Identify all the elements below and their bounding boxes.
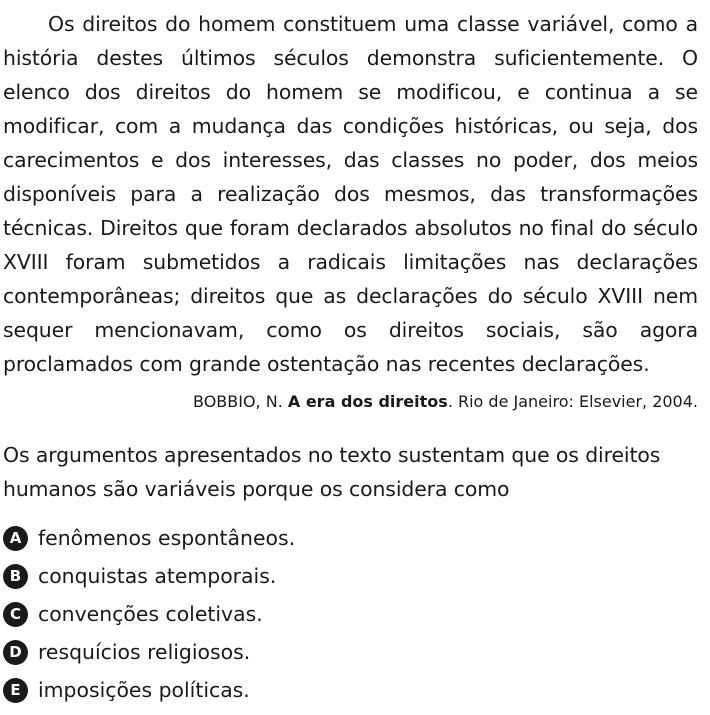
question-stem: Os argumentos apresentados no texto sustentam que os direitos humanos são variáveis porque os considera como: [3, 443, 661, 501]
option-d-letter-badge: D: [3, 640, 28, 665]
answer-options: [3, 519, 698, 709]
option-a-letter-badge: A: [3, 526, 28, 551]
option-a-text: fenômenos espontâneos.: [38, 526, 296, 550]
passage-text: Os direitos do homem constituem uma classe variável, como a história destes últimos séculos demonstra suficientemente. O elenco dos direitos do homem se modificou, e continua a se modificar, com a mudança das condições históricas, ou seja, dos carecimentos e dos interesses, das classes no poder, dos meios disponíveis para a realização dos mesmos, das transformações técnicas. Direitos que foram declarados absolutos no final do século XVIII foram submetidos a radicais limitações nas declarações contemporâneas; direitos que as declarações do século XVIII nem sequer mencionavam, como os direitos sociais, são agora proclamados com grande ostentação nas recentes declarações.: [3, 12, 698, 376]
option-b-letter-badge: B: [3, 564, 28, 589]
citation-author: BOBBIO, N.: [193, 392, 288, 411]
citation: [193, 389, 698, 415]
citation-work-title: A era dos direitos: [287, 392, 448, 411]
option-e[interactable]: [3, 671, 698, 709]
option-c-letter-badge: C: [3, 602, 28, 627]
option-b-text: conquistas atemporais.: [38, 564, 277, 588]
option-d[interactable]: [3, 633, 698, 671]
option-e-text: imposições políticas.: [38, 678, 250, 702]
option-b[interactable]: [3, 557, 698, 595]
option-d-text: resquícios religiosos.: [38, 640, 251, 664]
citation-details: . Rio de Janeiro: Elsevier, 2004.: [447, 392, 698, 411]
option-c[interactable]: [3, 595, 698, 633]
option-e-letter-badge: E: [3, 678, 28, 703]
option-c-text: convenções coletivas.: [38, 602, 263, 626]
option-a[interactable]: [3, 519, 698, 557]
